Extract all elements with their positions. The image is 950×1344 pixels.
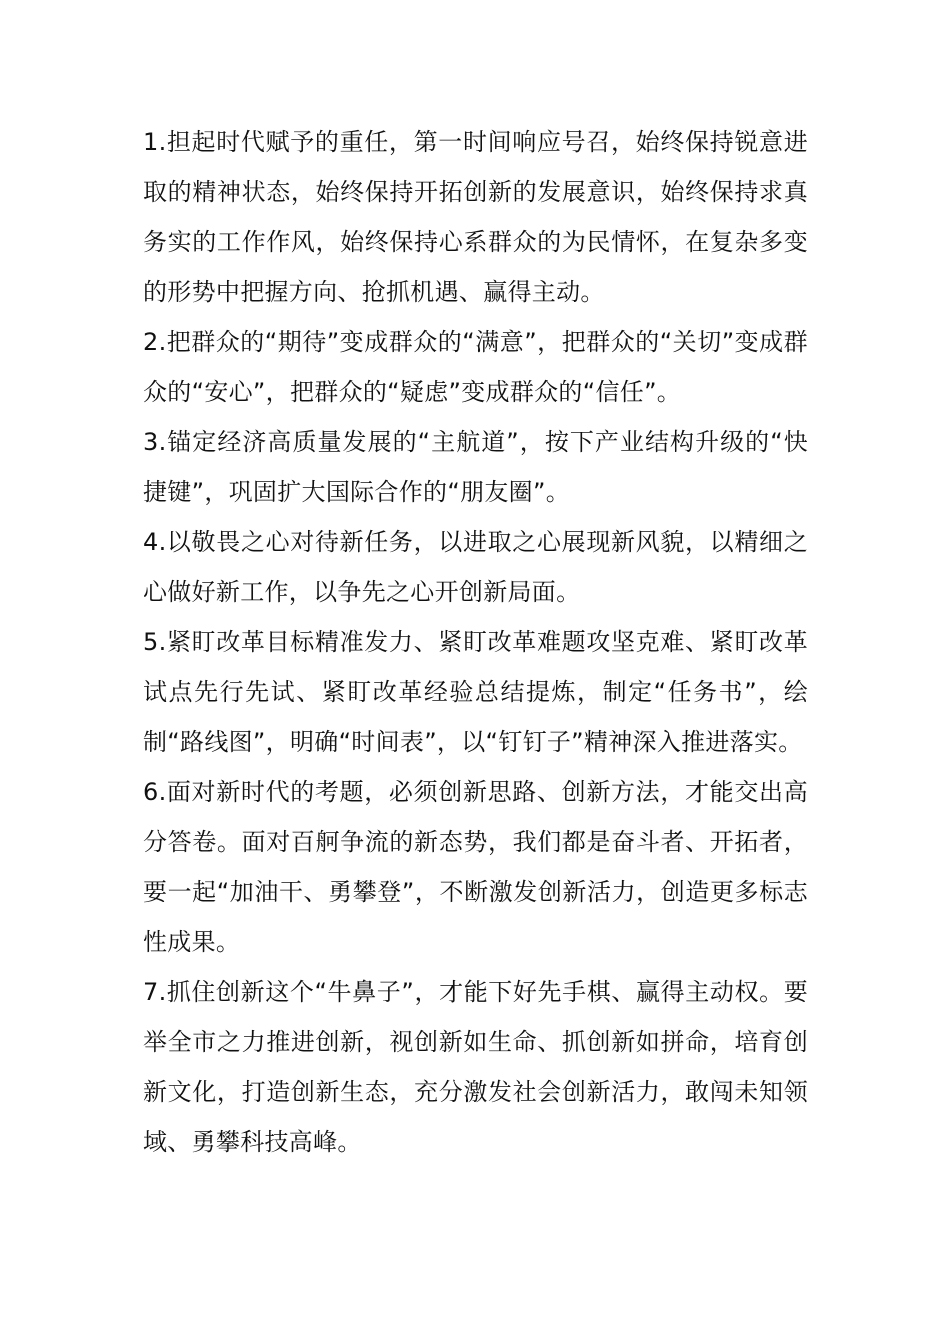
paragraph-2: 2.把群众的“期待”变成群众的“满意”，把群众的“关切”变成群众的“安心”，把群众的“疑虑”变成群众的“信任”。 (143, 328, 808, 406)
paragraph-5: 5.紧盯改革目标精准发力、紧盯改革难题攻坚克难、紧盯改革试点先行先试、紧盯改革经验总结提炼，制定“任务书”，绘制“路线图”，明确“时间表”，以“钉钉子”精神深入推进落实。 (143, 628, 808, 756)
paragraph-6: 6.面对新时代的考题，必须创新思路、创新方法，才能交出高分答卷。面对百舸争流的新态势，我们都是奋斗者、开拓者，要一起“加油干、勇攀登”，不断激发创新活力，创造更多标志性成果。 (143, 778, 808, 956)
document-body (143, 117, 808, 1167)
paragraph-1: 1.担起时代赋予的重任，第一时间响应号召，始终保持锐意进取的精神状态，始终保持开拓创新的发展意识，始终保持求真务实的工作作风，始终保持心系群众的为民情怀，在复杂多变的形势中把握方向、抢抓机遇、赢得主动。 (143, 128, 808, 306)
paragraph-3: 3.锚定经济高质量发展的“主航道”，按下产业结构升级的“快捷键”，巩固扩大国际合作的“朋友圈”。 (143, 428, 808, 506)
paragraph-7: 7.抓住创新这个“牛鼻子”，才能下好先手棋、赢得主动权。要举全市之力推进创新，视创新如生命、抓创新如拼命，培育创新文化，打造创新生态，充分激发社会创新活力，敢闯未知领域、勇攀科技高峰。 (143, 978, 808, 1156)
paragraph-4: 4.以敬畏之心对待新任务，以进取之心展现新风貌，以精细之心做好新工作，以争先之心开创新局面。 (143, 528, 808, 606)
